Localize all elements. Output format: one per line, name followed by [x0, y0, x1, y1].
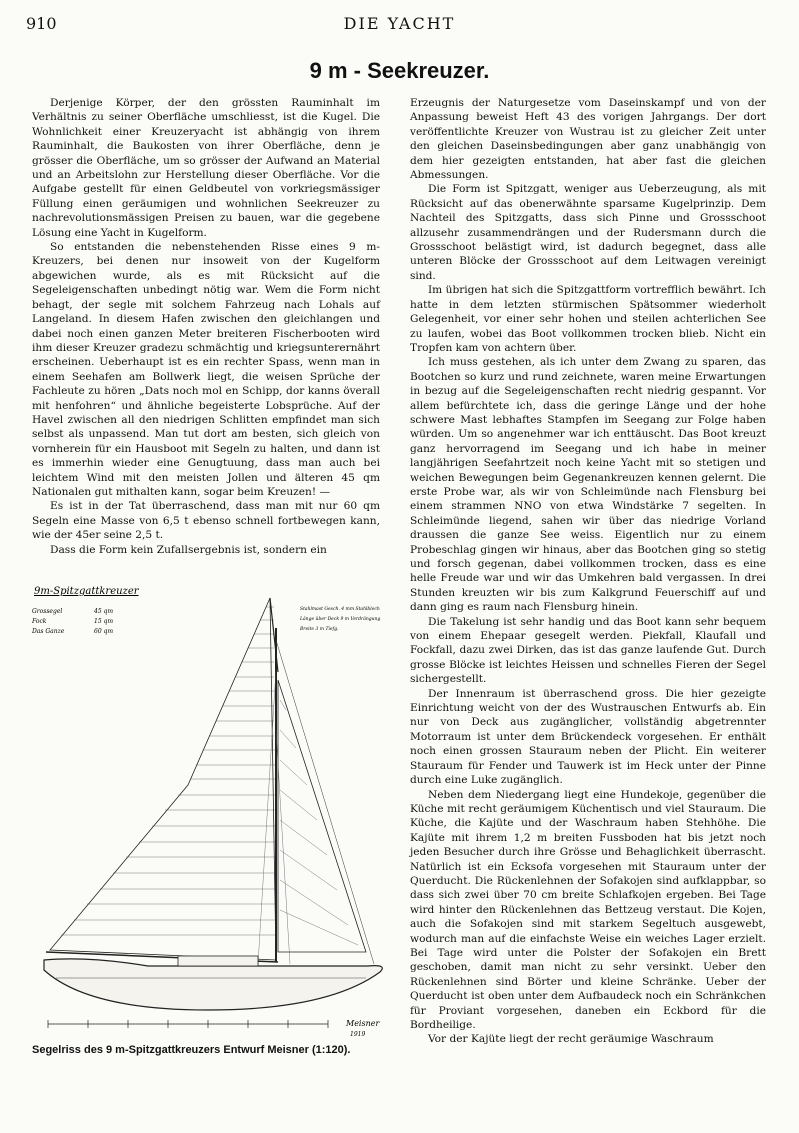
drawing-note: Breite 3 m Tiefg.	[300, 627, 339, 632]
paragraph: Erzeugnis der Naturgesetze vom Daseinskampf und von der Anpassung beweist Heft 43 des vorigen Jahrgangs. Der dort veröffentlichte Kreuzer von Wustrau ist zu gleicher Zeit unter den gleichen Daseinsbedingungen aber ganz unabhängig von dem hier gezeigten entstanden, hat aber fast die gleichen Abmessungen.	[410, 97, 766, 182]
hull	[44, 959, 382, 1010]
forestay	[276, 640, 374, 964]
drawing-note: Länge über Deck 9 m Verdrängung	[300, 617, 381, 622]
paragraph: Der Innenraum ist überraschend gross. Die hier gezeigte Einrichtung weicht von der des Wustrauschen Entwurfs ab. Ein nur von Deck aus zugänglicher, vollständig abgetrennter Motorraum ist unter dem Brückendeck vorgesehen. Er enthält noch einen grossen Stauraum neben der Plicht. Ein weiterer Stauraum für Fender und Tauwerk ist im Heck unter der Pinne durch eine Luke zugänglich.	[410, 687, 766, 787]
designer-signature: Meisner	[346, 1019, 380, 1028]
sail-plan-figure	[28, 580, 390, 1040]
paragraph: Derjenige Körper, der den grössten Rauminhalt im Verhältnis zu seiner Oberfläche umschliesst, ist die Kugel. Die Wohnlichkeit einer Kreuzeryacht ist abhängig von ihrem Rauminhalt, die Baukosten von ihrer Oberfläche, denn je grösser die Oberfläche, um so grösser der Aufwand an Material und an Arbeitslohn zur Herstellung dieser Oberfläche. Vor die Aufgabe gestellt für einen Geldbeutel von vorkriegsmässiger Füllung einen geräumigen und wohnlichen Seekreuzer zu nachrevolutionsmässigen Preisen zu bauen, war die gegebene Lösung eine Yacht in Kugelform.	[32, 97, 380, 239]
foresail	[278, 680, 366, 952]
left-column	[32, 96, 380, 557]
paragraph: Ich muss gestehen, als ich unter dem Zwang zu sparen, das Bootchen so kurz und rund zeichnete, waren meine Erwartungen in bezug auf die Segeleigenschaften recht niedrig gespannt. Vor allem befürchtete ich, dass die geringe Länge und der hohe schwere Mast lebhaftes Stampfen im Seegang zur Folge haben würden. Um so angenehmer war ich enttäuscht. Das Boot kreuzt ganz hervorragend im Seegang und ich habe in meiner langjährigen Seefahrtzeit noch keine Yacht mit so stetigen und weichen Bewegungen beim Gegenankreuzen kennen gelernt. Die erste Probe war, als wir von Schleimünde nach Flensburg bei einem strammen NNO von etwa Windstärke 7 segelten. In Schleimünde liegend, sahen wir über das niedrige Vorland draussen die ganze See weiss. Eigentlich nur zu einem Probeschlag gingen wir hinaus, aber das Bootchen ging so stetig und forsch gegenan, dabei vollkommen trocken, dass es eine helle Freude war und wir das Umkehren bald vergassen. In drei Stunden kreuzten wir bis zum Kalkgrund Feuerschiff auf und dann ging es raum nach Flensburg hinein.	[410, 356, 766, 614]
paragraph: Die Takelung ist sehr handig und das Boot kann sehr bequem von einem Ehepaar gesegelt werden. Piekfall, Klaufall und Fockfall, dazu zwei Dirken, das ist das ganze laufende Gut. Durch grosse Blöcke ist leichtes Heissen und schnelles Fieren der Segel sichergestellt.	[410, 615, 766, 686]
cabin-top	[178, 956, 258, 966]
paragraph: Vor der Kajüte liegt der recht geräumige Waschraum	[428, 1033, 714, 1046]
mainsail-seams	[61, 607, 276, 935]
figure-caption: Segelriss des 9 m-Spitzgattkreuzers Entwurf Meisner (1:120).	[32, 1044, 351, 1056]
sail-value: 15 qm	[94, 618, 114, 625]
paragraph: Im übrigen hat sich die Spitzgattform vortrefflich bewährt. Ich hatte in dem letzten stürmischen Spätsommer wiederholt Gelegenheit, vor einer sehr hohen und steilen achterlichen See zu laufen, wobei das Boot vollkommen trocken blieb. Nicht ein Tropfen kam von achtern über.	[410, 284, 766, 354]
paragraph: Die Form ist Spitzgatt, weniger aus Ueberzeugung, als mit Rücksicht auf das obenerwähnte sparsame Kugelprinzip. Dem Nachteil des Spitzgatts, dass sich Pinne und Grossschoot allzusehr zusammendrängen und der Rudersmann durch die Grossschoot belästigt wird, ist dadurch begegnet, dass alle unteren Blöcke der Grossschoot auf dem Leitwagen vereinigt sind.	[410, 183, 766, 282]
paragraph: So entstanden die nebenstehenden Risse eines 9 m-Kreuzers, bei denen nur insoweit von der Kugelform abgewichen wurde, als es mit Rücksicht auf die Segeleigenschaften unbedingt nötig war. Wem die Form nicht behagt, der segle mit solchem Fahrzeug nach Lohals auf Langeland. In diesem Hafen zwischen den gleichlangen und dabei noch einen ganzen Meter breiteren Fischerbooten wird ihm dieser Kreuzer gradezu schmächtig und kriegsunterernährt erscheinen. Ueberhaupt ist es ein rechter Spass, wenn man in einem Seehafen am Bollwerk liegt, die weisen Sprüche der Fachleute zu hören „Dats noch mol en Schipp, dor kanns överall mit henfohren“ und ähnliche begeisterte Lobsprüche. Auf der Havel zwischen all den niedrigen Schlitten empfindet man sich selbst als unpassend. Man tut dort am besten, sich gleich von vornherein für ein Hausboot mit Segeln zu halten, und dann ist es immerhin wieder eine Genugtuung, dass man auch bei leichtem Wind mit den meisten Jollen und älteren 45 qm Nationalen gut mithalten kann, sogar beim Kreuzen! —	[32, 241, 380, 498]
page-number: 910	[26, 14, 57, 33]
paragraph: Es ist in der Tat überraschend, dass man mit nur 60 qm Segeln eine Masse von 6,5 t ebenso schnell fortbewegen kann, wie der 45er seine 2,5 t.	[32, 500, 380, 542]
foresail-seams	[280, 700, 358, 945]
sail-plan-drawing	[28, 580, 390, 1040]
paragraph: Neben dem Niedergang liegt eine Hundekoje, gegenüber die Küche mit recht geräumigem Küchentisch und viel Stauraum. Die Küche, die Kajüte und der Waschraum haben Stehhöhe. Die Kajüte mit ihrem 1,2 m breiten Fussboden hat bis jetzt noch jeden Besucher durch ihre Grösse und Behaglichkeit überrascht. Natürlich ist ein Ecksofa vorgesehen mit Stauraum unter der Querducht. Die Rückenlehnen der Sofakojen sind aufklappbar, so dass sich zwei über 70 cm breite Schlafkojen ergeben. Bei Tage wird hinter den Rückenlehnen das Bettzeug verstaut. Die Kojen, auch die Sofakojen sind mit starkem Segeltuch ausgewebt, wodurch man auf die einfachste Weise ein weiches Lager erzielt. Bei Tage wird unter die Polster der Sofakojen ein Brett geschoben, damit man nicht zu sehr versinkt. Ueber den Rückenlehnen sind Börter und kleine Schränke. Ueber der Querducht ist oben unter dem Aufbaudeck noch ein Schränkchen für Proviant vorgesehen, daneben ein Eckbord für die Bordheilige.	[410, 788, 766, 1031]
sail-value: 45 qm	[94, 608, 114, 615]
sail-value: 60 qm	[94, 628, 114, 635]
sail-name: Grossegel	[32, 608, 63, 615]
sail-name: Das Ganze	[32, 628, 65, 635]
drawing-year: 1919	[350, 1031, 366, 1038]
drawing-title: 9m-Spitzgattkreuzer	[34, 586, 139, 597]
drawing-note: Stahlmast Gesch. 4 mm Stahlblech	[300, 607, 380, 612]
article-title: 9 m - Seekreuzer.	[309, 58, 490, 83]
right-column	[410, 96, 766, 1047]
sail-name: Fock	[32, 618, 47, 625]
paragraph: Dass die Form kein Zufallsergebnis ist, sondern ein	[50, 543, 327, 556]
running-head: DIE YACHT	[343, 14, 456, 33]
